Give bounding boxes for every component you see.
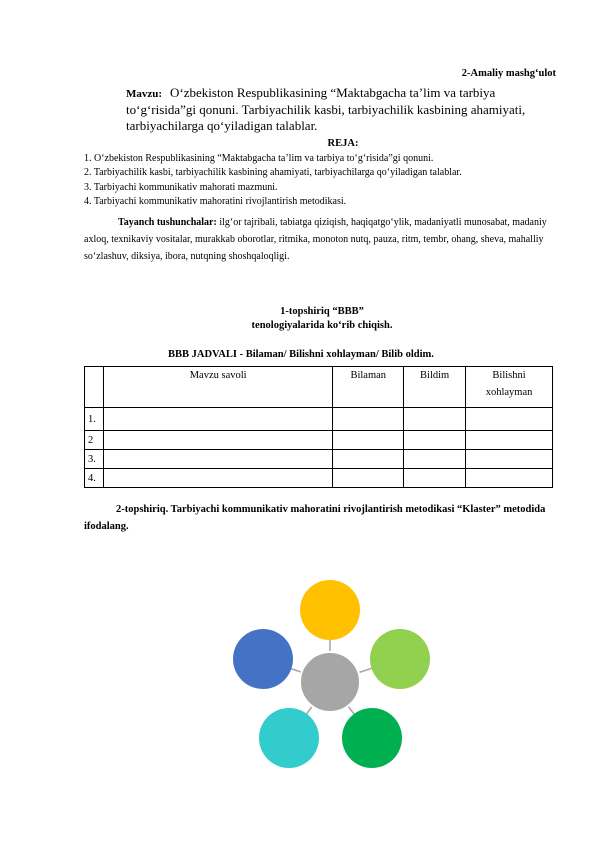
cluster-node-left xyxy=(233,629,293,689)
task2-text: 2-topshiriq. Tarbiyachi kommunikativ mahoratini rivojlantirish metodikasi “Klaster” metodida ifodalang. xyxy=(84,504,546,532)
key-terms-label: Tayanch tushunchalar: xyxy=(118,217,217,228)
header-question: Mavzu savoli xyxy=(103,367,332,408)
plan-item: 1. O‘zbekiston Respublikasining “Maktabgacha ta’lim va tarbiya to‘g‘risida”gi qonuni. xyxy=(84,153,434,164)
header-learned: Bildim xyxy=(404,367,466,408)
table-caption: BBB JADVALI - Bilaman/ Bilishni xohlayman/ Bilib oldim. xyxy=(168,349,434,360)
key-terms-text: ilg‘or tajribali, tabiatga qiziqish, haqiqatgo‘ylik, madaniyatli munosabat, madaniy axloq, texnikaviy vositalar, murakkab oborotlar, ritmika, monoton nutq, pauza, ritm, tembr, ohang, sheva, mahalliy so‘zlashuv, diksiya, ibora, nutqning shoshqaloqligi. xyxy=(84,217,547,262)
plan-item: 4. Tarbiyachi kommunikativ mahoratini rivojlantirish metodikasi. xyxy=(84,195,347,207)
header-know: Bilaman xyxy=(333,367,404,408)
task1-title: 1-topshiriq “BBB” xyxy=(280,306,364,317)
plan-item: 2. Tarbiyachilik kasbi, tarbiyachilik kasbining ahamiyati, tarbiyachilarga qo‘yiladigan talablar. xyxy=(84,167,462,179)
row-number: 4. xyxy=(85,469,104,488)
topic-label: Mavzu: xyxy=(126,88,163,100)
cluster-node-right xyxy=(370,629,430,689)
cluster-node-bottom-right xyxy=(342,708,402,768)
plan-title: REJA: xyxy=(327,138,359,149)
topic-text: O‘zbekiston Respublikasining “Maktabgacha ta’lim va tarbiya to‘g‘risida”gi qonuni. Tarbiyachilik kasbi, tarbiyachilik kasbining ahamiyati, tarbiyachilarga qo‘yiladigan talablar. xyxy=(126,85,526,133)
page-title: 2-Amaliy mashg‘ulot xyxy=(461,68,556,79)
cluster-node-bottom-left xyxy=(259,708,319,768)
row-number: 1. xyxy=(85,408,104,431)
row-number: 3. xyxy=(85,450,104,469)
cluster-node-top xyxy=(300,580,360,640)
header-want-to-know: Bilishni xohlayman xyxy=(466,367,553,408)
row-number: 2 xyxy=(85,431,104,450)
cluster-center-node xyxy=(300,652,360,712)
plan-item: 3. Tarbiyachi kommunikativ mahorati mazmuni. xyxy=(84,181,278,193)
task1-subtitle: tenologiyalarida ko‘rib chiqish. xyxy=(251,320,393,331)
